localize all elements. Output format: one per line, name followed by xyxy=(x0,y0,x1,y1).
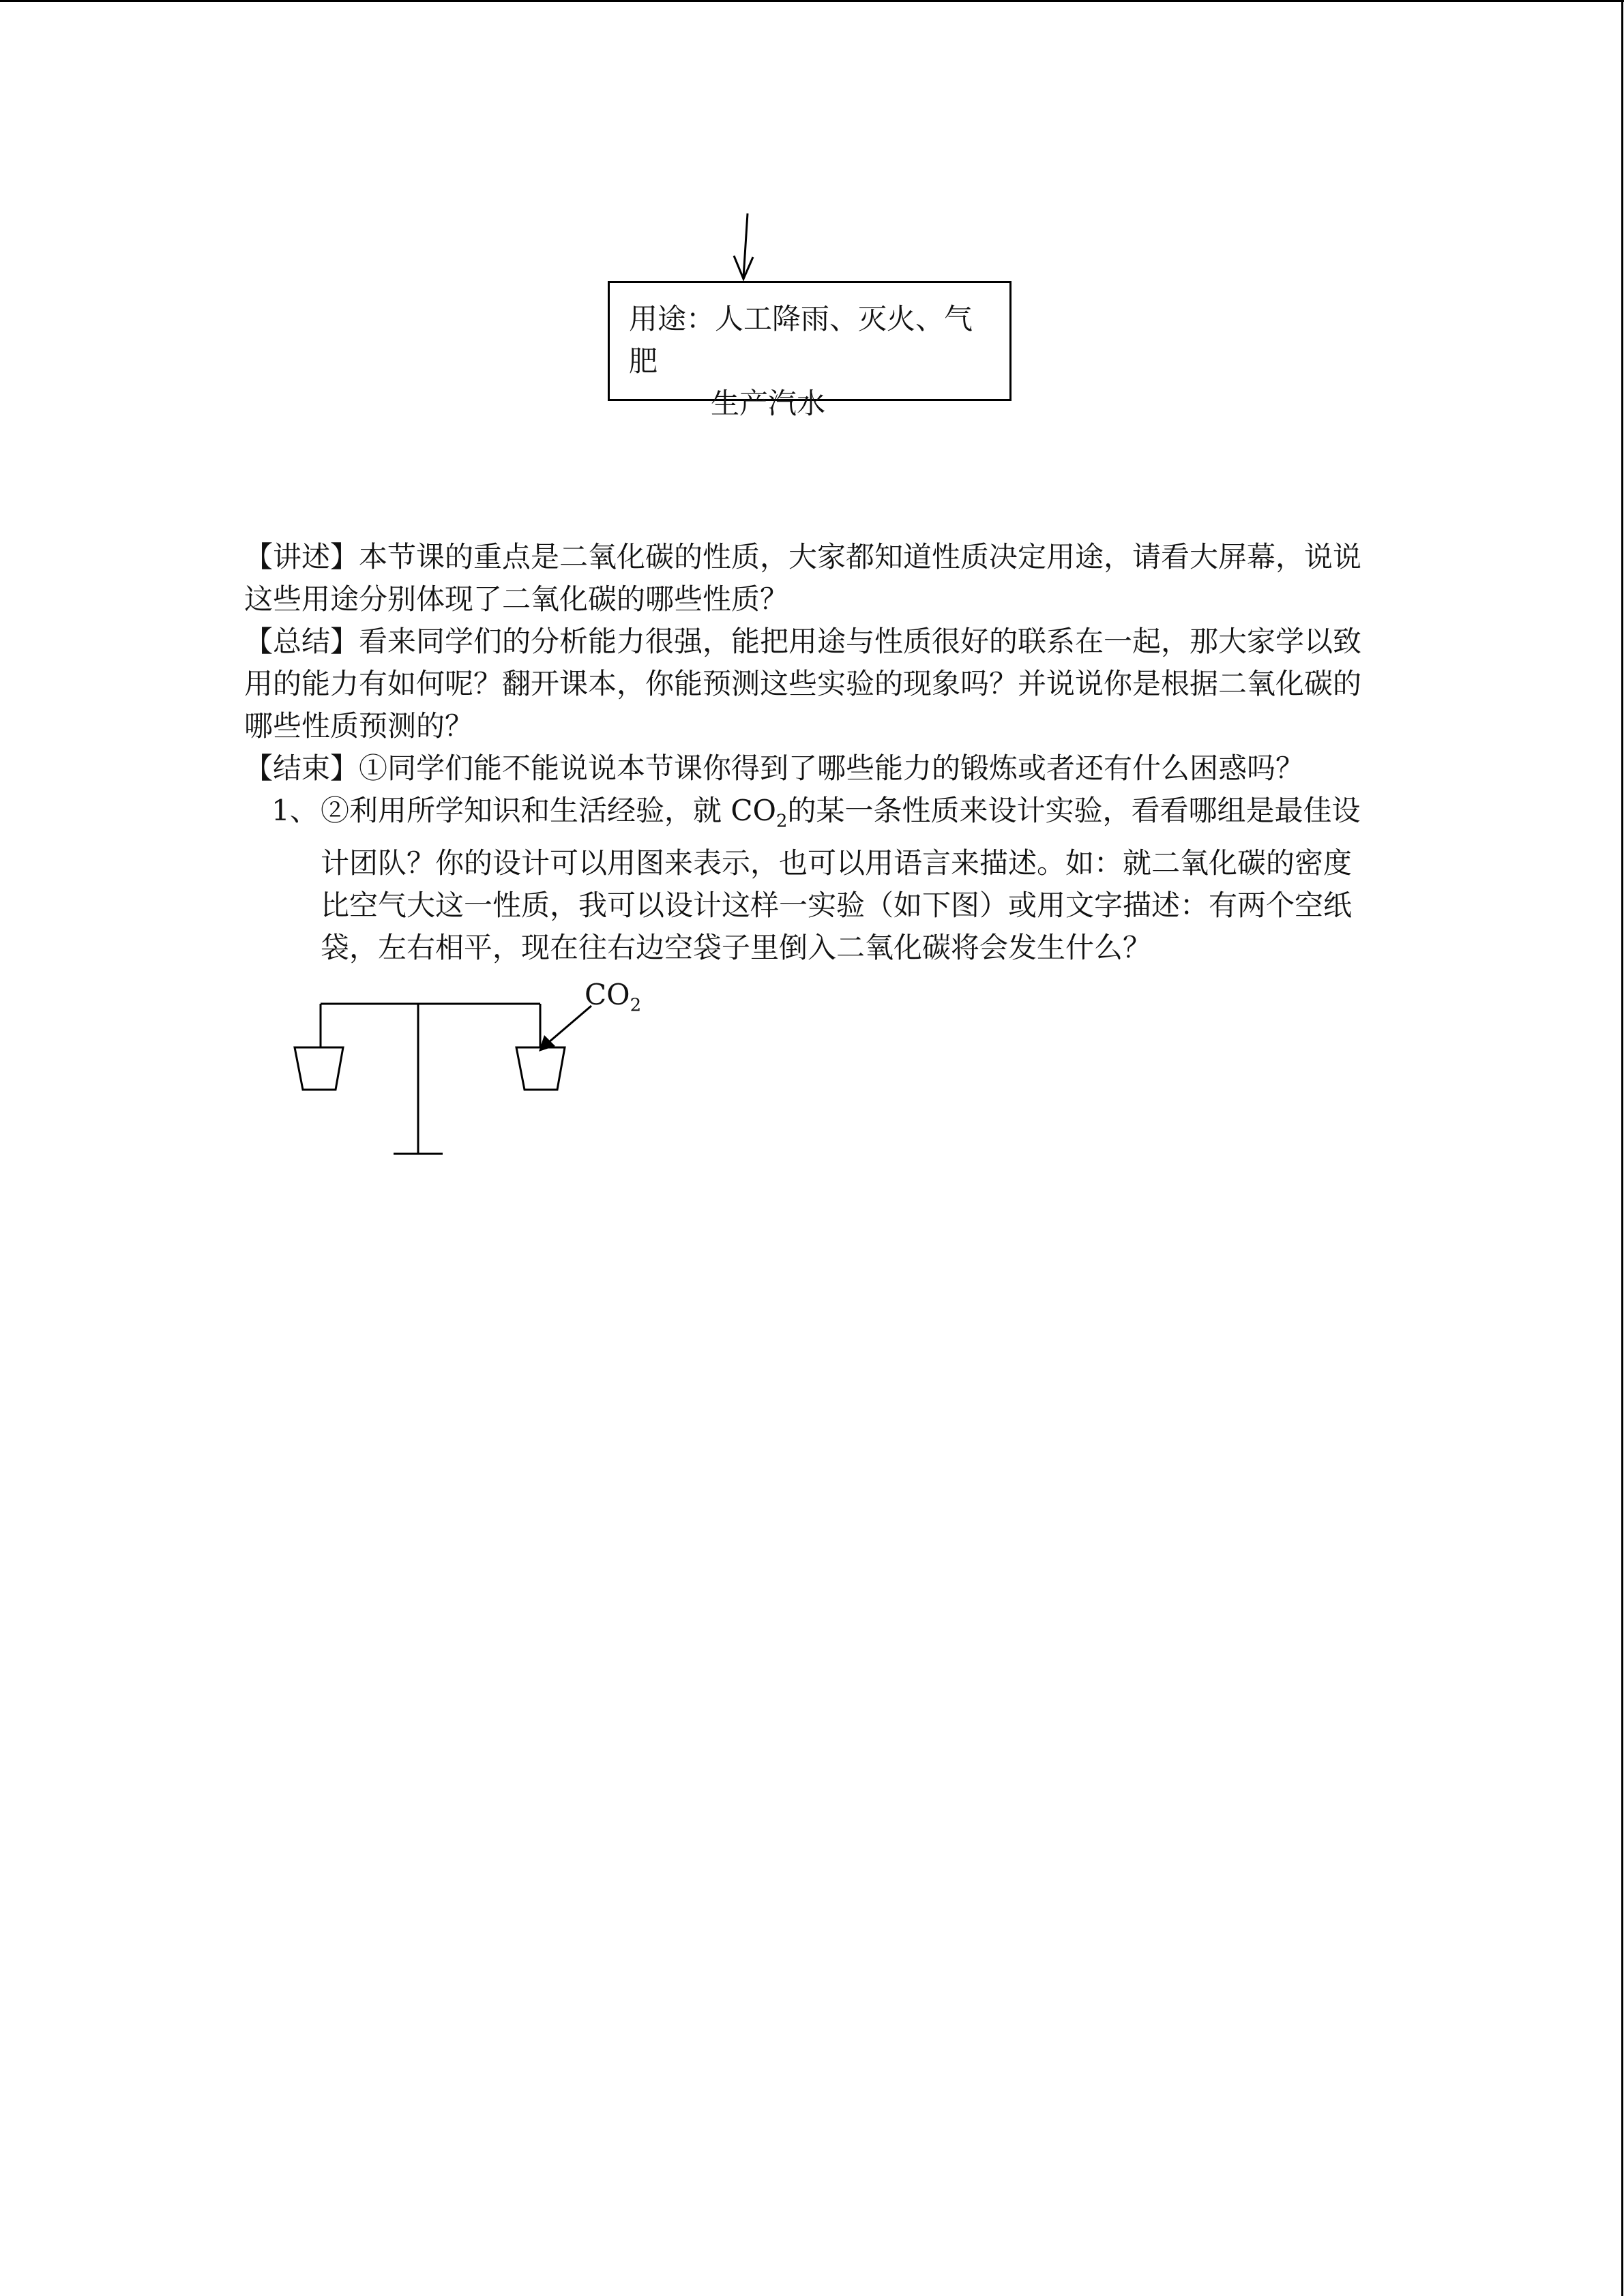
jiangshu-line-2: 这些用途分别体现了二氧化碳的哪些性质？ xyxy=(244,582,789,616)
item-line-1-subscript: 2 xyxy=(776,811,788,832)
jiangshu-line-1: 【讲述】本节课的重点是二氧化碳的性质，大家都知道性质决定用途，请看大屏幕，说说 xyxy=(244,540,1362,573)
paragraph-jieshu xyxy=(244,747,1370,790)
numbered-item-1 xyxy=(271,790,1376,969)
zongjie-line-3: 哪些性质预测的？ xyxy=(244,709,474,743)
co2-label-subscript: 2 xyxy=(630,995,642,1016)
page-right-border xyxy=(1621,0,1623,2296)
co2-label-text: CO xyxy=(585,978,630,1011)
item-content xyxy=(321,790,1376,969)
uses-line-1: 用途：人工降雨、灭火、气 xyxy=(629,302,973,336)
co2-label xyxy=(585,978,641,1022)
uses-box xyxy=(608,281,1012,420)
item-line-1 xyxy=(321,790,1376,842)
item-line-4: 袋，左右相平，现在往右边空袋子里倒入二氧化碳将会发生什么？ xyxy=(321,931,1152,965)
uses-line-2: 肥 xyxy=(629,344,658,378)
down-arrow-icon xyxy=(730,208,757,283)
zongjie-line-2: 用的能力有如何呢？翻开课本，你能预测这些实验的现象吗？并说说你是根据二氧化碳的 xyxy=(244,667,1362,700)
paragraph-zongjie xyxy=(244,621,1370,747)
paragraph-jiangshu xyxy=(244,536,1370,621)
item-line-2: 计团队？你的设计可以用图来表示，也可以用语言来描述。如：就二氧化碳的密度 xyxy=(321,846,1353,880)
item-line-1-before: ②利用所学知识和生活经验，就 CO xyxy=(321,794,776,827)
right-paper-bag xyxy=(516,1047,565,1090)
left-paper-bag xyxy=(295,1047,343,1090)
uses-line-3-clipped: 生产汽水 xyxy=(711,387,826,420)
item-line-3: 比空气大这一性质，我可以设计这样一实验（如下图）或用文字描述：有两个空纸 xyxy=(321,889,1353,923)
item-line-1-after: 的某一条性质来设计实验，看看哪组是最佳设 xyxy=(787,794,1361,827)
item-number: 1、 xyxy=(271,794,319,827)
jieshu-line-1: 【结束】①同学们能不能说说本节课你得到了哪些能力的锻炼或者还有什么困惑吗？ xyxy=(244,751,1305,785)
zongjie-line-1: 【总结】看来同学们的分析能力很强，能把用途与性质很好的联系在一起，那大家学以致 xyxy=(244,625,1362,658)
page-top-border xyxy=(0,0,1624,2)
